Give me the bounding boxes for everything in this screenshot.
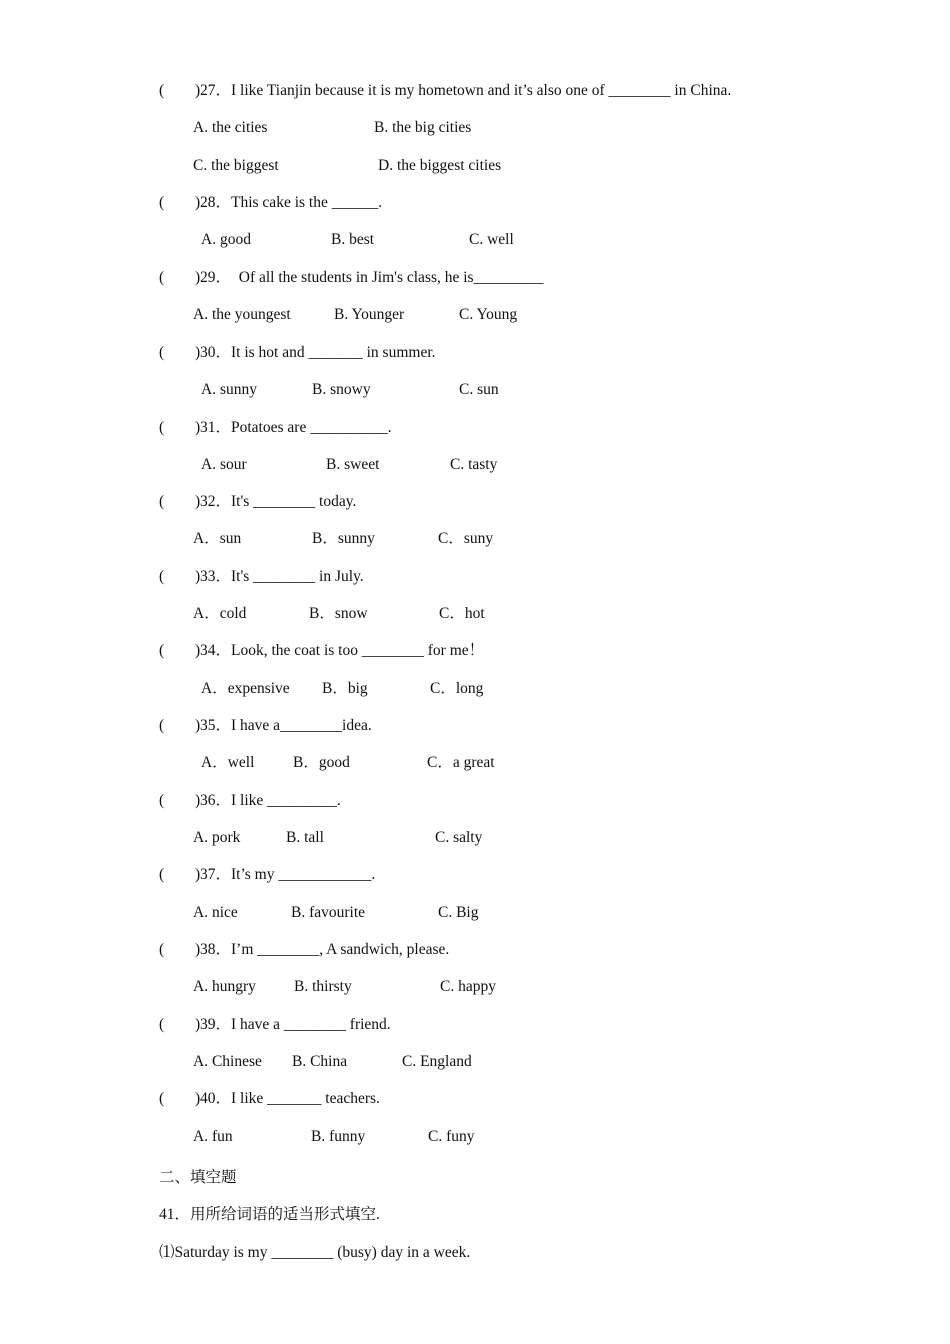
- answer-paren-open: (: [159, 1016, 165, 1033]
- answer-paren-close: ): [195, 568, 201, 585]
- answer-option: C. Young: [459, 306, 518, 323]
- question-text: 28．This cake is the ______.: [200, 194, 383, 211]
- question-41-1: ⑴Saturday is my ________ (busy) day in a week.: [159, 1244, 471, 1261]
- question-text: 34．Look, the coat is too ________ for me！: [200, 642, 485, 659]
- answer-paren-close: ): [195, 866, 201, 883]
- answer-paren-close: ): [195, 1090, 201, 1107]
- question-text: 40．I like _______ teachers.: [200, 1090, 380, 1107]
- answer-paren-close: ): [195, 642, 201, 659]
- answer-option: A．cold: [193, 605, 247, 622]
- answer-paren-open: (: [159, 419, 165, 436]
- answer-option: B. best: [331, 231, 375, 248]
- answer-option: B. thirsty: [294, 978, 352, 995]
- answer-paren-close: ): [195, 194, 201, 211]
- answer-option: B．sunny: [312, 530, 375, 547]
- answer-paren-open: (: [159, 344, 165, 361]
- question-text: 30．It is hot and _______ in summer.: [200, 344, 436, 361]
- answer-option: B. the big cities: [374, 119, 472, 136]
- answer-option: B. tall: [286, 829, 324, 846]
- answer-option: B. China: [292, 1053, 348, 1070]
- answer-option: C．hot: [439, 605, 485, 622]
- answer-option: B．big: [322, 680, 368, 697]
- question-text: 32．It's ________ today.: [200, 493, 357, 510]
- answer-option: B．good: [293, 754, 350, 771]
- answer-paren-open: (: [159, 717, 165, 734]
- answer-paren-open: (: [159, 792, 165, 809]
- answer-paren-close: ): [195, 419, 201, 436]
- answer-option: A．sun: [193, 530, 242, 547]
- answer-option: A. sour: [201, 456, 247, 473]
- answer-option: C．long: [430, 680, 484, 697]
- answer-option: A. fun: [193, 1128, 233, 1145]
- answer-paren-open: (: [159, 568, 165, 585]
- answer-option: C. Big: [438, 904, 479, 921]
- question-41: 41．用所给词语的适当形式填空.: [159, 1206, 380, 1223]
- question-text: 38．I’m ________, A sandwich, please.: [200, 941, 450, 958]
- question-text: 27．I like Tianjin because it is my hometown and it’s also one of ________ in China.: [200, 82, 732, 99]
- section-title: 二、填空题: [159, 1169, 237, 1186]
- question-text: 37．It’s my ____________.: [200, 866, 376, 883]
- answer-option: A. good: [201, 231, 251, 248]
- question-text: 36．I like _________.: [200, 792, 341, 809]
- question-text: 29． Of all the students in Jim's class, he is_________: [200, 269, 544, 286]
- answer-option: B. favourite: [291, 904, 366, 921]
- answer-paren-close: ): [195, 1016, 201, 1033]
- answer-option: B. sweet: [326, 456, 380, 473]
- answer-option: A．expensive: [201, 680, 290, 697]
- answer-option: C．a great: [427, 754, 495, 771]
- answer-paren-open: (: [159, 82, 165, 99]
- answer-option: A. Chinese: [193, 1053, 262, 1070]
- answer-paren-close: ): [195, 493, 201, 510]
- answer-option: A. the youngest: [193, 306, 291, 323]
- answer-paren-open: (: [159, 941, 165, 958]
- question-text: 33．It's ________ in July.: [200, 568, 364, 585]
- answer-option: B. funny: [311, 1128, 366, 1145]
- answer-paren-close: ): [195, 269, 201, 286]
- answer-paren-close: ): [195, 941, 201, 958]
- answer-option: A. the cities: [193, 119, 268, 136]
- answer-option: A. hungry: [193, 978, 256, 995]
- answer-option: A. sunny: [201, 381, 257, 398]
- question-text: 31．Potatoes are __________.: [200, 419, 392, 436]
- answer-option: B. Younger: [334, 306, 405, 323]
- answer-paren-open: (: [159, 866, 165, 883]
- answer-option: C．suny: [438, 530, 494, 547]
- answer-paren-open: (: [159, 642, 165, 659]
- answer-option: A. nice: [193, 904, 238, 921]
- answer-paren-open: (: [159, 1090, 165, 1107]
- answer-paren-open: (: [159, 194, 165, 211]
- answer-option: D. the biggest cities: [378, 157, 502, 174]
- answer-paren-open: (: [159, 269, 165, 286]
- answer-paren-close: ): [195, 344, 201, 361]
- answer-paren-open: (: [159, 493, 165, 510]
- answer-option: C. England: [402, 1053, 472, 1070]
- answer-option: C. funy: [428, 1128, 475, 1145]
- answer-option: C. sun: [459, 381, 499, 398]
- answer-option: B．snow: [309, 605, 368, 622]
- answer-option: B. snowy: [312, 381, 371, 398]
- answer-option: C. the biggest: [193, 157, 279, 174]
- answer-paren-close: ): [195, 82, 201, 99]
- answer-option: A．well: [201, 754, 255, 771]
- answer-option: C. happy: [440, 978, 496, 995]
- answer-option: A. pork: [193, 829, 241, 846]
- question-text: 35．I have a________idea.: [200, 717, 372, 734]
- answer-option: C. well: [469, 231, 514, 248]
- answer-option: C. tasty: [450, 456, 498, 473]
- answer-paren-close: ): [195, 717, 201, 734]
- answer-option: C. salty: [435, 829, 483, 846]
- answer-paren-close: ): [195, 792, 201, 809]
- question-text: 39．I have a ________ friend.: [200, 1016, 391, 1033]
